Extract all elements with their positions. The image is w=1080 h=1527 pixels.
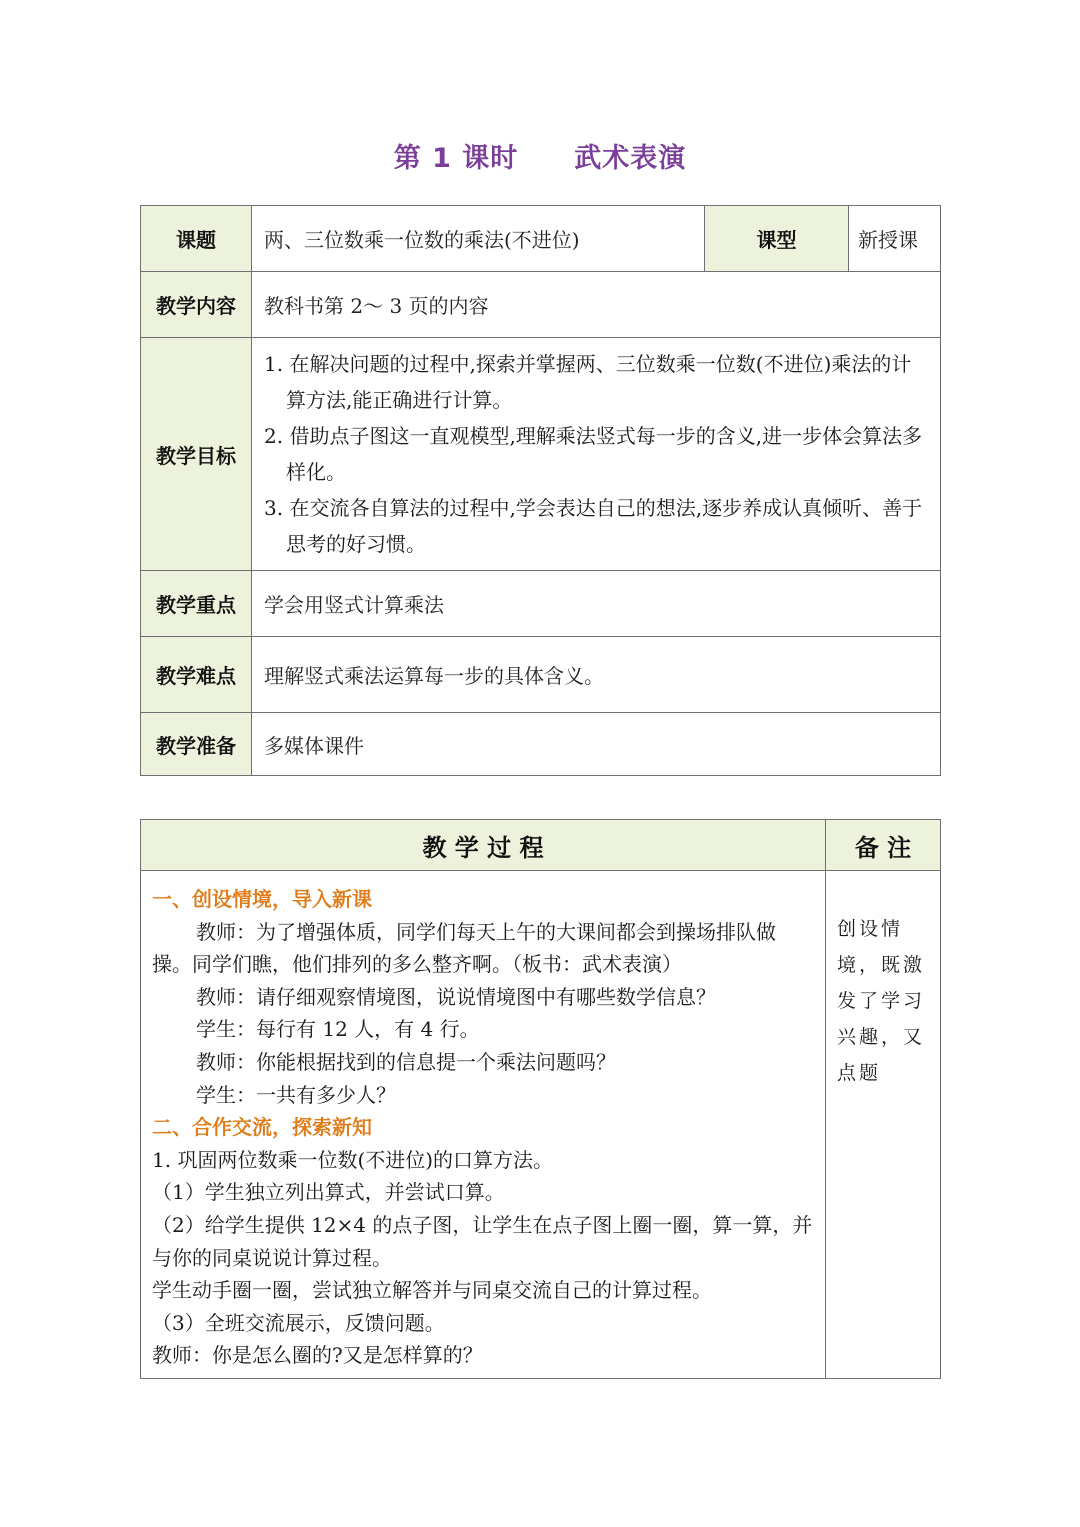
process-line: （3）全班交流展示，反馈问题。 [152,1310,445,1335]
content-value: 教科书第 2～ 3 页的内容 [252,272,941,338]
type-value: 新授课 [849,206,941,272]
goals-label: 教学目标 [141,338,252,571]
note-header: 备 注 [826,820,941,871]
dialogue-line: 学生：一共有多少人？ [196,1082,396,1107]
process-header-row [141,820,941,871]
process-line: 1. 巩固两位数乘一位数(不进位)的口算方法。 [152,1147,554,1172]
lesson-number: 第 1 课时 [393,143,519,174]
section-heading: 一、创设情境，导入新课 [152,887,372,911]
dialogue-line: 教师：请仔细观察情境图，说说情境图中有哪些数学信息？ [196,984,716,1009]
difficulty-value: 理解竖式乘法运算每一步的具体含义。 [252,637,941,713]
lesson-info-table [140,205,941,776]
key-label: 教学重点 [141,571,252,637]
prep-row [141,713,941,776]
page-title [0,136,1080,184]
process-content [141,871,826,1379]
topic-label: 课题 [141,206,252,272]
content-row [141,272,941,338]
content-label: 教学内容 [141,272,252,338]
dialogue-line: 教师：为了增强体质，同学们每天上午的大课间都会到操场排队做操。同学们瞧，他们排列的多么整齐啊。（板书：武术表演） [152,919,776,977]
process-line: 学生动手圈一圈，尝试独立解答并与同桌交流自己的计算过程。 [152,1278,712,1303]
process-body-row [141,871,941,1379]
difficulty-row [141,637,941,713]
key-value: 学会用竖式计算乘法 [252,571,941,637]
process-line: （1）学生独立列出算式，并尝试口算。 [152,1180,505,1205]
process-line: 教师：你是怎么圈的?又是怎样算的？ [152,1343,483,1368]
section-heading: 二、合作交流，探索新知 [152,1115,372,1140]
difficulty-label: 教学难点 [141,637,252,713]
teaching-process-table [140,819,941,1379]
goals-row [141,338,941,571]
dialogue-line: 教师：你能根据找到的信息提一个乘法问题吗？ [196,1049,616,1074]
prep-label: 教学准备 [141,713,252,776]
goal-item: 1. 在解决问题的过程中,探索并掌握两、三位数乘一位数(不进位)乘法的计算方法,能正确进行计算。 [264,352,912,412]
goal-item: 3. 在交流各自算法的过程中,学会表达自己的想法,逐步养成认真倾听、善于思考的好习惯。 [264,496,923,556]
note-content: 创设情境，既激发了学习兴趣，又点题 [826,871,941,1379]
type-label: 课型 [705,206,849,272]
goals-list [252,338,941,571]
topic-row [141,206,941,272]
prep-value: 多媒体课件 [252,713,941,776]
dialogue-line: 学生：每行有 12 人，有 4 行。 [196,1017,480,1042]
goal-item: 2. 借助点子图这一直观模型,理解乘法竖式每一步的含义,进一步体会算法多样化。 [264,424,923,484]
process-header: 教 学 过 程 [141,820,826,871]
topic-value: 两、三位数乘一位数的乘法(不进位) [252,206,705,272]
process-line: （2）给学生提供 12×4 的点子图，让学生在点子图上圈一圈，算一算，并与你的同桌说说计算过程。 [152,1212,813,1270]
lesson-name: 武术表演 [574,143,687,174]
key-row [141,571,941,637]
